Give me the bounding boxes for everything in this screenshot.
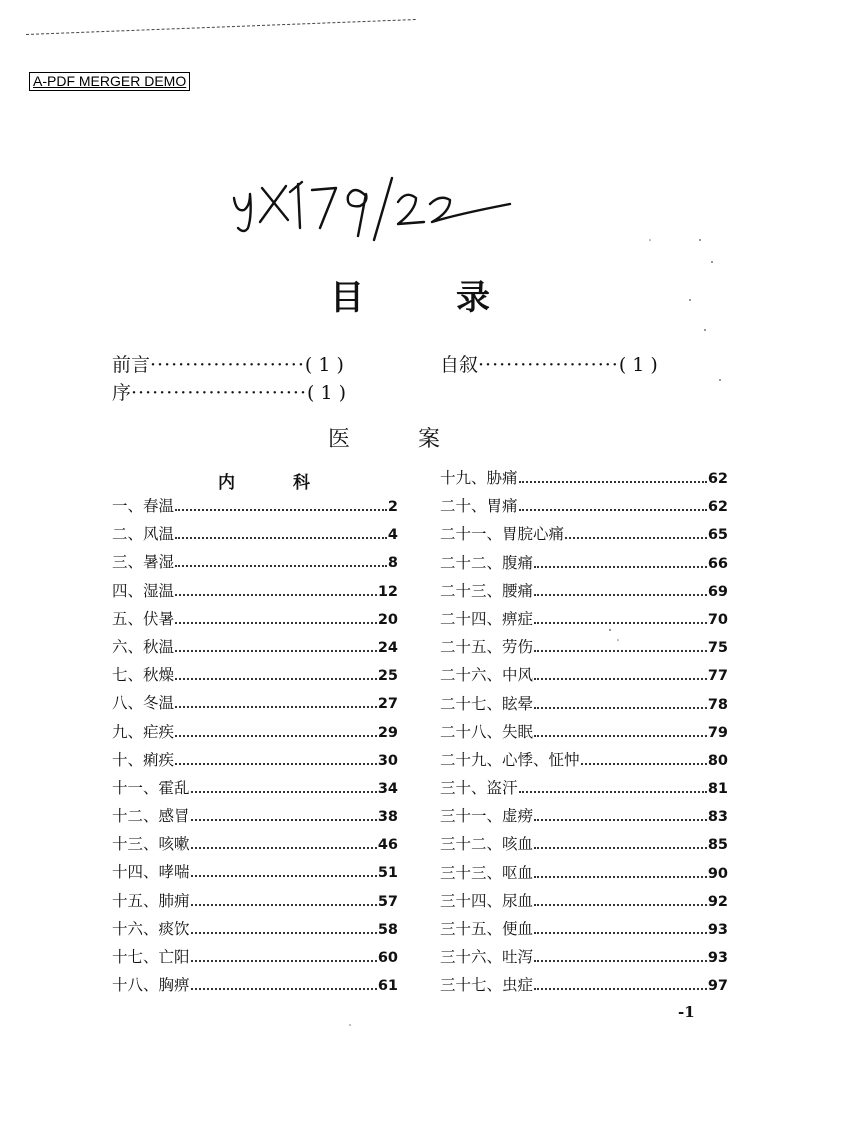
toc-entry-label: 十七、亡阳 bbox=[112, 948, 190, 966]
toc-entry-page: 70 bbox=[707, 611, 728, 628]
toc-entry-label: 二十一、胃脘心痛 bbox=[440, 525, 565, 544]
toc-entry-label: 二十五、劳伤 bbox=[440, 638, 534, 657]
toc-entry-page: 92 bbox=[707, 893, 728, 910]
toc-entry-page: 66 bbox=[707, 555, 728, 572]
toc-entry-page: 8 bbox=[387, 555, 398, 572]
toc-entry-page: 20 bbox=[377, 611, 398, 628]
toc-entry-label: 三十二、咳血 bbox=[440, 835, 534, 854]
toc-entry-label: 三十三、呕血 bbox=[440, 863, 534, 882]
toc-entry-label: 三十一、虚痨 bbox=[440, 807, 534, 826]
toc-entry-page: 46 bbox=[377, 837, 398, 854]
toc-entry-page: 93 bbox=[707, 922, 728, 938]
toc-entry-page: 51 bbox=[377, 865, 398, 882]
dot-leader: ························· bbox=[131, 382, 308, 404]
toc-entry-label: 十六、痰饮 bbox=[112, 919, 190, 938]
column-heading-char-2: 科 bbox=[293, 473, 310, 493]
toc-entry-page: 90 bbox=[707, 865, 728, 882]
toc-entry-page: 78 bbox=[707, 696, 728, 713]
toc-entry-page: 61 bbox=[377, 978, 398, 995]
toc-entry-page: 75 bbox=[707, 640, 728, 657]
toc-entry-label: 二十二、腹痛 bbox=[440, 553, 534, 572]
toc-entry-label: 三十五、便血 bbox=[440, 920, 534, 938]
toc-entry-label: 三十六、吐泻 bbox=[440, 948, 534, 967]
toc-entry-page: 34 bbox=[377, 780, 398, 797]
toc-entry-label: 四、湿温 bbox=[112, 581, 175, 600]
toc-entry-label: 十三、咳嗽 bbox=[112, 835, 190, 854]
toc-entry-page: 29 bbox=[377, 724, 398, 741]
watermark-label: A-PDF MERGER DEMO bbox=[29, 72, 190, 91]
section-char-1: 医 bbox=[328, 427, 351, 452]
toc-entry-label: 二十六、中风 bbox=[440, 666, 534, 685]
toc-entry-page: 30 bbox=[377, 752, 398, 769]
toc-entry-label: 十四、哮喘 bbox=[112, 863, 190, 882]
toc-entry-label: 三十四、尿血 bbox=[440, 891, 534, 910]
toc-entry-page: 62 bbox=[707, 499, 728, 516]
section-char-2: 案 bbox=[417, 427, 440, 452]
front-entry-label: 自叙 bbox=[440, 354, 479, 376]
toc-entry-label: 二十八、失眠 bbox=[440, 722, 534, 741]
toc-entry-page: 24 bbox=[377, 639, 398, 656]
toc-entry-label: 十九、胁痛 bbox=[440, 469, 518, 487]
toc-entry-label: 二、风温 bbox=[112, 525, 175, 544]
toc-entry-page: 79 bbox=[707, 724, 728, 741]
toc-entry-label: 五、伏暑 bbox=[112, 609, 175, 628]
toc-entry-page: 25 bbox=[377, 668, 398, 685]
toc-entry-page: 83 bbox=[707, 809, 728, 826]
toc-entry-page: 93 bbox=[707, 950, 728, 967]
toc-entry-label: 十五、肺痈 bbox=[112, 891, 190, 910]
toc-entry-page: 80 bbox=[707, 752, 728, 769]
toc-entry-page: 69 bbox=[707, 583, 728, 600]
toc-entry-label: 十八、胸痹 bbox=[112, 976, 190, 995]
toc-entry-label: 二十三、腰痛 bbox=[440, 581, 534, 600]
toc-entry-page: 77 bbox=[707, 668, 728, 685]
toc-entry-label: 十二、感冒 bbox=[112, 807, 190, 826]
toc-entry-label: 六、秋温 bbox=[112, 637, 175, 656]
toc-entry-label: 八、冬温 bbox=[112, 694, 175, 713]
toc-entry-label: 七、秋燥 bbox=[112, 666, 175, 685]
page-number: -1 bbox=[678, 1003, 695, 1021]
toc-entry-label: 二十七、眩晕 bbox=[440, 694, 534, 713]
toc-entry-page: 4 bbox=[387, 527, 398, 544]
front-entry-label: 序 bbox=[112, 382, 132, 404]
toc-entry-page: 60 bbox=[377, 950, 398, 966]
toc-entry-label: 三十七、虫症 bbox=[440, 976, 534, 995]
front-entry-page: ( 1 ) bbox=[307, 382, 347, 404]
toc-entry-label: 二十、胃痛 bbox=[440, 497, 518, 516]
toc-entry-page: 62 bbox=[707, 471, 728, 487]
toc-entry-label: 一、春温 bbox=[112, 497, 175, 515]
column-heading-char-1: 内 bbox=[218, 473, 235, 493]
front-entry-label: 前言 bbox=[112, 354, 151, 376]
dot-leader: ···················· bbox=[478, 354, 619, 376]
dot-leader: ······················ bbox=[150, 354, 305, 376]
toc-entry-page: 2 bbox=[387, 499, 398, 515]
front-entry-page: ( 1 ) bbox=[618, 354, 658, 376]
front-entry-page: ( 1 ) bbox=[304, 354, 344, 376]
toc-entry-page: 65 bbox=[707, 527, 728, 544]
toc-entry-label: 三十、盗汗 bbox=[440, 779, 518, 798]
toc-entry-label: 九、疟疾 bbox=[112, 722, 175, 741]
title-char-1: 目 bbox=[330, 278, 364, 318]
toc-entry-page: 38 bbox=[377, 809, 398, 826]
toc-entry-page: 58 bbox=[377, 921, 398, 938]
toc-entry-page: 81 bbox=[707, 781, 728, 798]
toc-entry-page: 57 bbox=[377, 893, 398, 910]
toc-entry-label: 二十九、心悸、怔忡 bbox=[440, 750, 580, 769]
toc-entry-page: 97 bbox=[707, 978, 728, 995]
toc-entry-label: 十、痢疾 bbox=[112, 750, 175, 769]
toc-entry-page: 12 bbox=[377, 583, 398, 600]
toc-entry-label: 三、暑湿 bbox=[112, 553, 175, 572]
toc-entry-page: 27 bbox=[377, 696, 398, 713]
toc-entry-label: 十一、霍乱 bbox=[112, 778, 190, 797]
title-char-2: 录 bbox=[456, 278, 490, 318]
toc-entry-label: 二十四、痹症 bbox=[440, 609, 534, 628]
toc-entry-page: 85 bbox=[707, 837, 728, 854]
